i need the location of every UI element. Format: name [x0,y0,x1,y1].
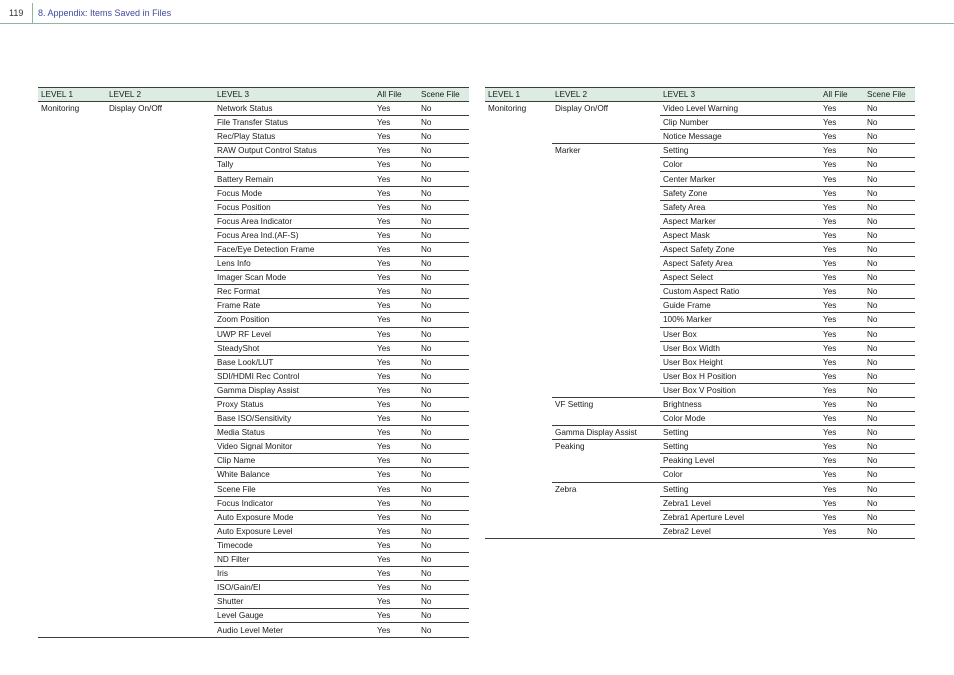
level3-cell: Color Mode [660,412,820,426]
all-file-cell: Yes [374,426,418,440]
table-header-row [485,88,915,102]
level3-cell: Color [660,158,820,172]
level3-cell: Guide Frame [660,299,820,313]
level3-cell: Video Signal Monitor [214,440,374,454]
level3-cell: 100% Marker [660,313,820,327]
all-file-cell: Yes [820,383,864,397]
all-file-cell: Yes [374,524,418,538]
level3-cell: Gamma Display Assist [214,383,374,397]
level3-cell: Aspect Select [660,271,820,285]
all-file-cell: Yes [374,186,418,200]
header-divider [32,3,33,23]
level3-cell: Focus Position [214,200,374,214]
scene-file-cell: No [418,186,469,200]
level3-cell: Peaking Level [660,454,820,468]
level3-cell: Zoom Position [214,313,374,327]
all-file-cell: Yes [820,271,864,285]
level3-cell: Safety Area [660,200,820,214]
all-file-cell: Yes [374,341,418,355]
section-title: 8. Appendix: Items Saved in Files [38,8,172,18]
level3-cell: ND Filter [214,553,374,567]
level1-cell: Monitoring [485,102,552,539]
scene-file-cell: No [418,200,469,214]
all-file-cell: Yes [820,158,864,172]
scene-file-cell: No [418,341,469,355]
scene-file-cell: No [864,341,915,355]
column-header-all-file: All File [374,88,418,102]
scene-file-cell: No [418,496,469,510]
all-file-cell: Yes [374,567,418,581]
level2-cell: VF Setting [552,397,660,425]
all-file-cell: Yes [374,510,418,524]
scene-file-cell: No [864,426,915,440]
level3-cell: Auto Exposure Mode [214,510,374,524]
scene-file-cell: No [864,440,915,454]
level3-cell: Aspect Safety Zone [660,242,820,256]
all-file-cell: Yes [374,609,418,623]
items-table-left [38,87,469,638]
page-header [0,0,954,24]
all-file-cell: Yes [374,242,418,256]
all-file-cell: Yes [820,397,864,411]
scene-file-cell: No [418,369,469,383]
level3-cell: SteadyShot [214,341,374,355]
scene-file-cell: No [864,299,915,313]
all-file-cell: Yes [820,257,864,271]
all-file-cell: Yes [820,200,864,214]
scene-file-cell: No [864,116,915,130]
page-number: 119 [9,8,24,18]
level2-cell: Zebra [552,482,660,538]
scene-file-cell: No [418,130,469,144]
scene-file-cell: No [418,397,469,411]
level3-cell: Tally [214,158,374,172]
scene-file-cell: No [418,553,469,567]
all-file-cell: Yes [374,144,418,158]
scene-file-cell: No [418,214,469,228]
level3-cell: Aspect Marker [660,214,820,228]
scene-file-cell: No [418,538,469,552]
scene-file-cell: No [418,299,469,313]
scene-file-cell: No [864,397,915,411]
all-file-cell: Yes [374,228,418,242]
column-header-level3: LEVEL 3 [660,88,820,102]
scene-file-cell: No [864,454,915,468]
scene-file-cell: No [418,510,469,524]
level3-cell: Zebra1 Level [660,496,820,510]
all-file-cell: Yes [820,186,864,200]
level3-cell: Lens Info [214,257,374,271]
level3-cell: Center Marker [660,172,820,186]
level3-cell: Zebra1 Aperture Level [660,510,820,524]
all-file-cell: Yes [820,440,864,454]
column-header-scene-file: Scene File [418,88,469,102]
scene-file-cell: No [418,581,469,595]
level3-cell: Battery Remain [214,172,374,186]
all-file-cell: Yes [820,341,864,355]
all-file-cell: Yes [820,242,864,256]
all-file-cell: Yes [820,102,864,116]
level3-cell: Rec/Play Status [214,130,374,144]
level2-cell: Marker [552,144,660,398]
level3-cell: SDI/HDMI Rec Control [214,369,374,383]
level3-cell: Rec Format [214,285,374,299]
level3-cell: Frame Rate [214,299,374,313]
level3-cell: Custom Aspect Ratio [660,285,820,299]
level3-cell: Level Gauge [214,609,374,623]
scene-file-cell: No [418,567,469,581]
all-file-cell: Yes [374,468,418,482]
level3-cell: User Box V Position [660,383,820,397]
level1-cell: Monitoring [38,102,106,638]
all-file-cell: Yes [820,327,864,341]
scene-file-cell: No [418,482,469,496]
all-file-cell: Yes [820,510,864,524]
all-file-cell: Yes [374,257,418,271]
scene-file-cell: No [418,257,469,271]
scene-file-cell: No [418,383,469,397]
scene-file-cell: No [418,609,469,623]
level3-cell: Zebra2 Level [660,524,820,538]
scene-file-cell: No [864,200,915,214]
table-row [485,102,915,116]
scene-file-cell: No [418,454,469,468]
scene-file-cell: No [864,468,915,482]
level3-cell: Iris [214,567,374,581]
scene-file-cell: No [864,271,915,285]
scene-file-cell: No [418,595,469,609]
scene-file-cell: No [418,271,469,285]
scene-file-cell: No [418,242,469,256]
column-header-level1: LEVEL 1 [485,88,552,102]
column-header-level2: LEVEL 2 [552,88,660,102]
scene-file-cell: No [864,214,915,228]
all-file-cell: Yes [374,412,418,426]
scene-file-cell: No [864,510,915,524]
scene-file-cell: No [864,158,915,172]
column-header-level1: LEVEL 1 [38,88,106,102]
level3-cell: Notice Message [660,130,820,144]
level3-cell: Base ISO/Sensitivity [214,412,374,426]
level3-cell: File Transfer Status [214,116,374,130]
level3-cell: Color [660,468,820,482]
all-file-cell: Yes [374,623,418,637]
level3-cell: Auto Exposure Level [214,524,374,538]
all-file-cell: Yes [374,102,418,116]
scene-file-cell: No [864,130,915,144]
level3-cell: Video Level Warning [660,102,820,116]
all-file-cell: Yes [820,285,864,299]
scene-file-cell: No [864,144,915,158]
scene-file-cell: No [864,313,915,327]
all-file-cell: Yes [820,355,864,369]
level3-cell: Aspect Safety Area [660,257,820,271]
level3-cell: Proxy Status [214,397,374,411]
level3-cell: User Box H Position [660,369,820,383]
level3-cell: User Box [660,327,820,341]
all-file-cell: Yes [374,327,418,341]
all-file-cell: Yes [820,412,864,426]
all-file-cell: Yes [820,313,864,327]
scene-file-cell: No [864,355,915,369]
level3-cell: ISO/Gain/EI [214,581,374,595]
all-file-cell: Yes [374,440,418,454]
level3-cell: Focus Area Ind.(AF-S) [214,228,374,242]
level3-cell: Safety Zone [660,186,820,200]
scene-file-cell: No [418,285,469,299]
all-file-cell: Yes [820,524,864,538]
column-header-scene-file: Scene File [864,88,915,102]
scene-file-cell: No [418,102,469,116]
level3-cell: User Box Height [660,355,820,369]
level3-cell: Setting [660,482,820,496]
all-file-cell: Yes [820,454,864,468]
all-file-cell: Yes [374,454,418,468]
level2-cell: Gamma Display Assist [552,426,660,440]
table-header-row [38,88,469,102]
level3-cell: Imager Scan Mode [214,271,374,285]
level3-cell: Timecode [214,538,374,552]
level3-cell: Clip Name [214,454,374,468]
all-file-cell: Yes [374,482,418,496]
scene-file-cell: No [418,524,469,538]
all-file-cell: Yes [374,538,418,552]
level3-cell: Audio Level Meter [214,623,374,637]
scene-file-cell: No [418,440,469,454]
all-file-cell: Yes [820,426,864,440]
scene-file-cell: No [418,327,469,341]
header-rule [0,23,954,24]
column-header-level2: LEVEL 2 [106,88,214,102]
all-file-cell: Yes [820,468,864,482]
level3-cell: White Balance [214,468,374,482]
all-file-cell: Yes [820,369,864,383]
scene-file-cell: No [864,186,915,200]
level3-cell: User Box Width [660,341,820,355]
level3-cell: Focus Area Indicator [214,214,374,228]
scene-file-cell: No [418,426,469,440]
level3-cell: Shutter [214,595,374,609]
all-file-cell: Yes [374,285,418,299]
level3-cell: Face/Eye Detection Frame [214,242,374,256]
all-file-cell: Yes [374,116,418,130]
all-file-cell: Yes [374,369,418,383]
level3-cell: Base Look/LUT [214,355,374,369]
scene-file-cell: No [864,257,915,271]
scene-file-cell: No [864,496,915,510]
all-file-cell: Yes [374,214,418,228]
table-row [38,102,469,116]
all-file-cell: Yes [374,271,418,285]
scene-file-cell: No [418,158,469,172]
scene-file-cell: No [864,369,915,383]
all-file-cell: Yes [374,397,418,411]
scene-file-cell: No [864,172,915,186]
all-file-cell: Yes [374,200,418,214]
all-file-cell: Yes [820,116,864,130]
level3-cell: Focus Mode [214,186,374,200]
scene-file-cell: No [864,285,915,299]
scene-file-cell: No [418,172,469,186]
all-file-cell: Yes [374,496,418,510]
all-file-cell: Yes [820,130,864,144]
scene-file-cell: No [418,228,469,242]
all-file-cell: Yes [820,172,864,186]
level3-cell: Clip Number [660,116,820,130]
level3-cell: Setting [660,426,820,440]
scene-file-cell: No [864,228,915,242]
all-file-cell: Yes [374,595,418,609]
all-file-cell: Yes [820,299,864,313]
all-file-cell: Yes [374,355,418,369]
scene-file-cell: No [864,412,915,426]
all-file-cell: Yes [374,299,418,313]
scene-file-cell: No [864,327,915,341]
level2-cell: Peaking [552,440,660,482]
level2-cell: Display On/Off [106,102,214,638]
all-file-cell: Yes [374,158,418,172]
all-file-cell: Yes [820,144,864,158]
all-file-cell: Yes [374,172,418,186]
all-file-cell: Yes [374,581,418,595]
column-header-all-file: All File [820,88,864,102]
level2-cell: Display On/Off [552,102,660,144]
scene-file-cell: No [418,116,469,130]
level3-cell: Media Status [214,426,374,440]
all-file-cell: Yes [820,228,864,242]
all-file-cell: Yes [374,313,418,327]
level3-cell: Network Status [214,102,374,116]
scene-file-cell: No [418,468,469,482]
level3-cell: Setting [660,144,820,158]
level3-cell: Aspect Mask [660,228,820,242]
items-table-right [485,87,915,539]
all-file-cell: Yes [374,383,418,397]
scene-file-cell: No [864,482,915,496]
all-file-cell: Yes [820,496,864,510]
scene-file-cell: No [864,102,915,116]
column-header-level3: LEVEL 3 [214,88,374,102]
scene-file-cell: No [418,355,469,369]
all-file-cell: Yes [820,214,864,228]
level3-cell: Setting [660,440,820,454]
scene-file-cell: No [864,383,915,397]
scene-file-cell: No [864,242,915,256]
level3-cell: Brightness [660,397,820,411]
all-file-cell: Yes [374,130,418,144]
scene-file-cell: No [418,412,469,426]
scene-file-cell: No [418,144,469,158]
level3-cell: Scene File [214,482,374,496]
scene-file-cell: No [418,313,469,327]
level3-cell: Focus Indicator [214,496,374,510]
scene-file-cell: No [864,524,915,538]
all-file-cell: Yes [374,553,418,567]
level3-cell: UWP RF Level [214,327,374,341]
scene-file-cell: No [418,623,469,637]
level3-cell: RAW Output Control Status [214,144,374,158]
all-file-cell: Yes [820,482,864,496]
